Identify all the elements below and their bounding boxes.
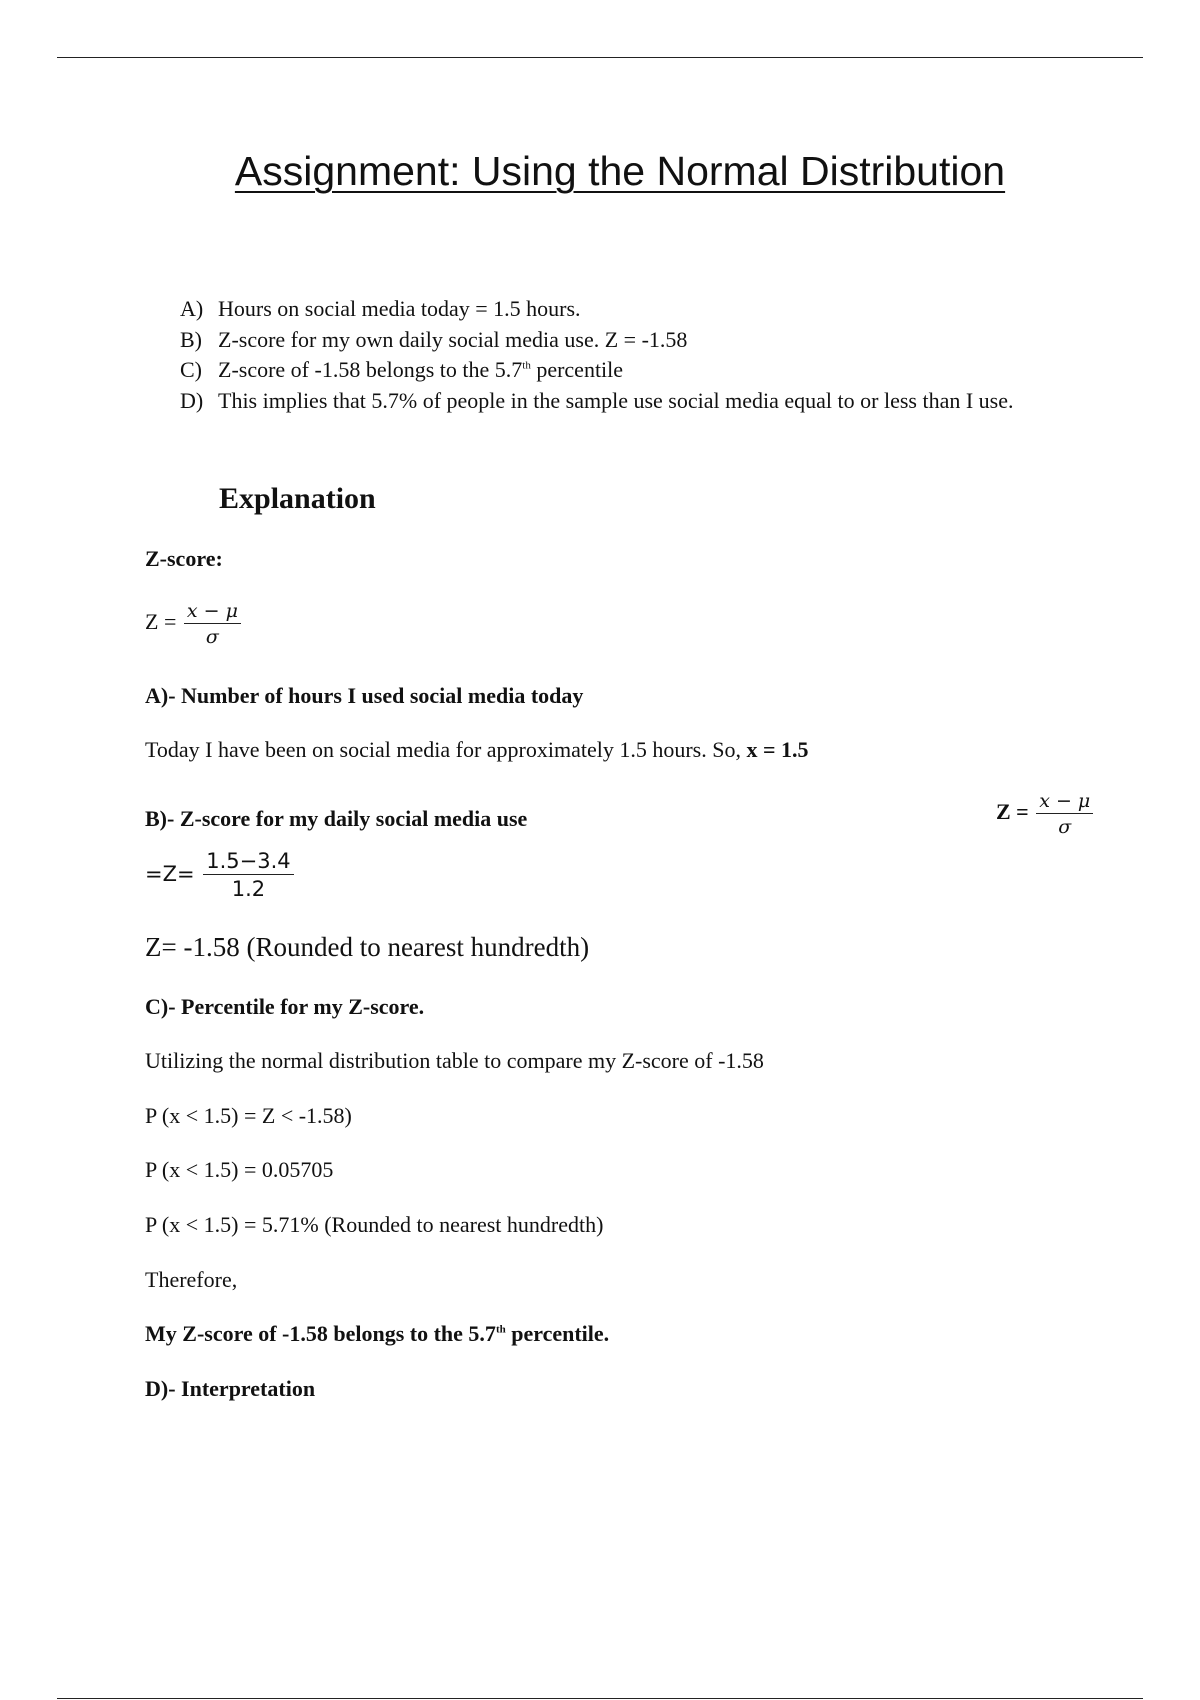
formula-denominator: σ: [205, 626, 219, 648]
probability-line: P (x < 1.5) = 5.71% (Rounded to nearest hundredth): [145, 1212, 604, 1237]
calc-fraction: [203, 849, 293, 901]
formula-fraction: [184, 600, 241, 648]
zscore-formula: [145, 600, 241, 648]
zscore-heading: Z-score:: [145, 546, 223, 571]
section-d-heading: D)- Interpretation: [145, 1376, 316, 1401]
list-label: C): [180, 357, 202, 382]
list-item: [180, 355, 1060, 386]
section-a-text: Today I have been on social media for approximately 1.5 hours. So, x = 1.5: [145, 737, 809, 762]
section-a-heading: A)- Number of hours I used social media today: [145, 683, 584, 708]
list-text: Z-score for my own daily social media use. Z = -1.58: [218, 326, 688, 352]
section-c-heading: C)- Percentile for my Z-score.: [145, 994, 425, 1019]
side-formula-numerator: x − μ: [1036, 790, 1093, 814]
calc-lhs: =Z=: [145, 862, 195, 886]
section-c-intro: Utilizing the normal distribution table to compare my Z-score of -1.58: [145, 1048, 764, 1073]
explanation-heading: Explanation: [219, 482, 376, 515]
document-title: Assignment: Using the Normal Distribution: [234, 148, 1006, 194]
side-formula-fraction: [1036, 790, 1093, 838]
side-formula-denominator: σ: [1058, 816, 1072, 838]
bottom-rule: [57, 1698, 1143, 1699]
list-item: [180, 325, 1060, 356]
list-text: Z-score of -1.58 belongs to the 5.7th percentile: [218, 357, 624, 382]
side-formula-lhs: Z =: [996, 799, 1029, 825]
list-label: B): [180, 326, 202, 352]
formula-lhs: Z =: [145, 609, 177, 635]
list-text: This implies that 5.7% of people in the sample use social media equal to or less than I use.: [218, 387, 1014, 413]
probability-line: P (x < 1.5) = 0.05705: [145, 1157, 334, 1182]
x-value: x = 1.5: [746, 737, 809, 762]
list-label: A): [180, 296, 204, 321]
list-item: [180, 386, 1060, 417]
calc-denominator: 1.2: [231, 877, 266, 901]
list-text: Hours on social media today = 1.5 hours.: [218, 296, 581, 321]
calc-numerator: 1.5−3.4: [203, 849, 293, 875]
formula-numerator: x − μ: [184, 600, 241, 624]
summary-list: [180, 294, 1060, 416]
zscore-result: Z= -1.58 (Rounded to nearest hundredth): [145, 932, 590, 962]
probability-line: P (x < 1.5) = Z < -1.58): [145, 1103, 352, 1128]
list-item: [180, 294, 1060, 325]
top-rule: [57, 57, 1143, 58]
list-label: D): [180, 387, 204, 413]
therefore-text: Therefore,: [145, 1267, 238, 1292]
zscore-calculation: [145, 849, 294, 901]
side-formula: [996, 790, 1093, 838]
section-b-heading: B)- Z-score for my daily social media use: [145, 806, 528, 831]
conclusion-text: My Z-score of -1.58 belongs to the 5.7th percentile.: [145, 1321, 610, 1346]
